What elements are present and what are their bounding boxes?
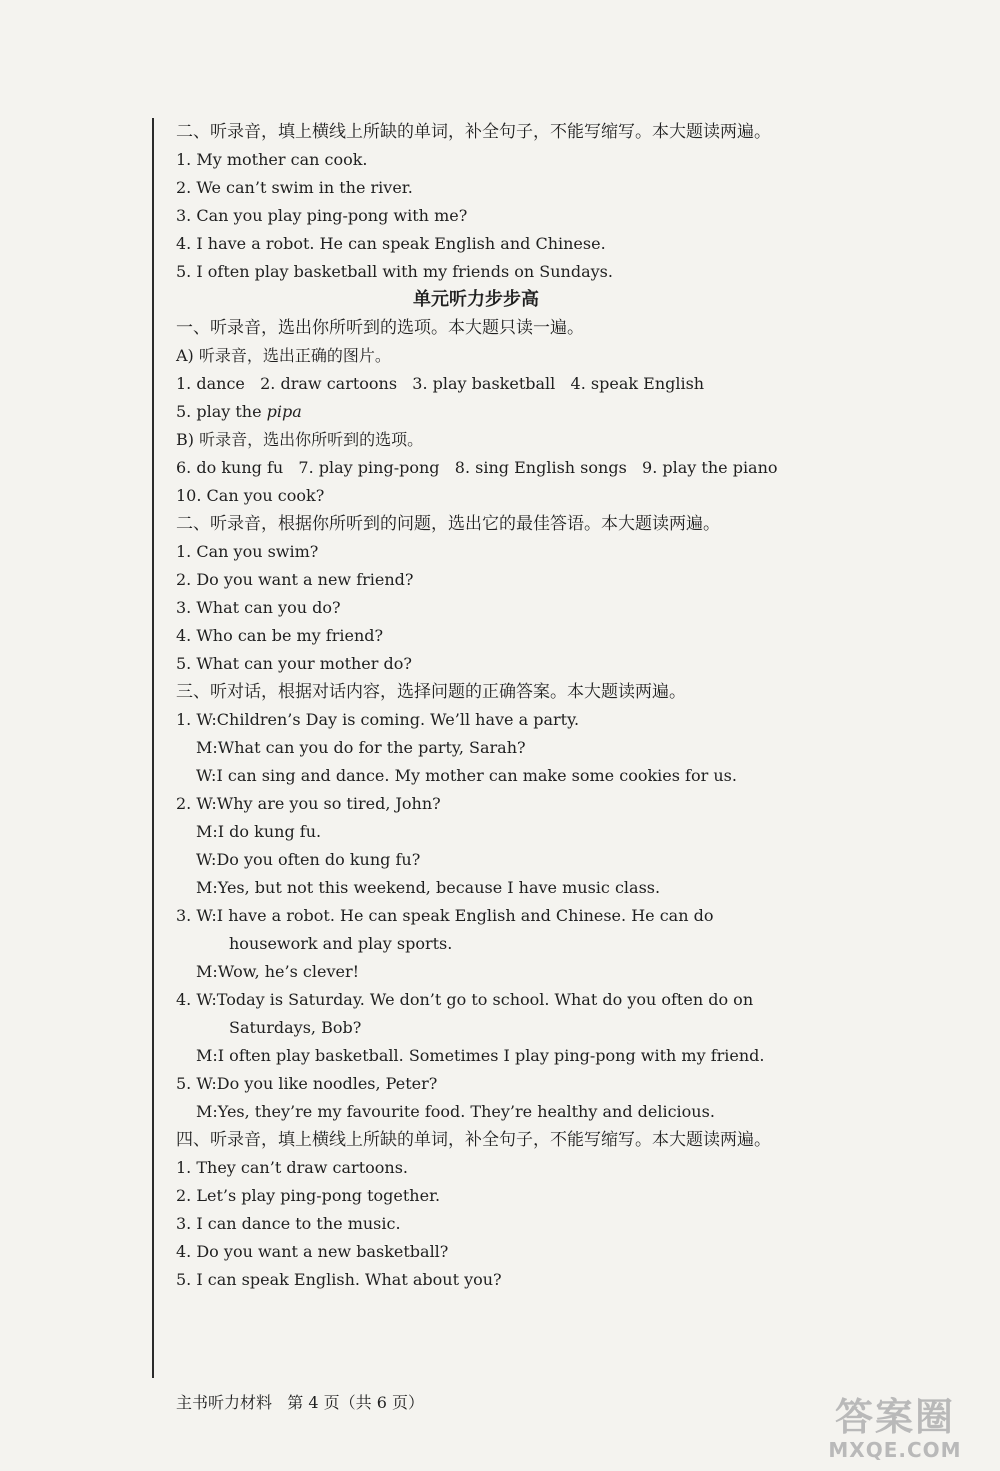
dialogue-text: 3. W:I have a robot. He can speak English and Chinese. He can do housework and play sports. [176, 906, 714, 953]
dialogue-line [176, 1042, 776, 1070]
option-italic-word: pipa [266, 402, 302, 421]
section-heading: 三、听对话，根据对话内容，选择问题的正确答案。本大题读两遍。 [176, 682, 686, 702]
margin-rule [152, 118, 154, 1378]
list-item: 4. Who can be my friend? [176, 626, 384, 645]
dialogue-text: 4. W:Today is Saturday. We don’t go to school. What do you often do on Saturdays, Bob? [176, 990, 754, 1037]
dialogue-line: W:Do you often do kung fu? [196, 850, 421, 869]
options-line: 10. Can you cook? [176, 486, 325, 505]
dialogue-line: 1. W:Children’s Day is coming. We’ll have a party. [176, 710, 580, 729]
list-item: 5. I can speak English. What about you? [176, 1270, 502, 1289]
subsection-label: B) 听录音，选出你所听到的选项。 [176, 430, 424, 449]
dialogue-line: M:Wow, he’s clever! [196, 962, 360, 981]
list-item: 5. What can your mother do? [176, 654, 412, 673]
subsection-label: A) 听录音，选出正确的图片。 [176, 346, 391, 365]
dialogue-line: M:Yes, but not this weekend, because I have music class. [196, 878, 661, 897]
watermark-mark: 答案圈 [834, 1395, 955, 1439]
page-content [176, 118, 776, 1294]
section-heading: 二、听录音，填上横线上所缺的单词，补全句子，不能写缩写。本大题读两遍。 [176, 122, 771, 142]
dialogue-line: 2. W:Why are you so tired, John? [176, 794, 441, 813]
list-item: 2. Let’s play ping-pong together. [176, 1186, 441, 1205]
options-line: 1. dance 2. draw cartoons 3. play basketball 4. speak English [176, 374, 705, 393]
page-footer: 主书听力材料 第 4 页（共 6 页） [176, 1393, 424, 1412]
section-heading: 二、听录音，根据你所听到的问题，选出它的最佳答语。本大题读两遍。 [176, 514, 720, 534]
dialogue-line [176, 902, 776, 958]
list-item: 2. Do you want a new friend? [176, 570, 414, 589]
option-text: 5. play the [176, 402, 267, 421]
dialogue-line: 5. W:Do you like noodles, Peter? [176, 1074, 438, 1093]
list-item: 4. Do you want a new basketball? [176, 1242, 449, 1261]
list-item: 1. My mother can cook. [176, 150, 368, 169]
options-line [176, 398, 776, 426]
watermark-url: MXQE.COM [828, 1438, 962, 1462]
list-item: 3. I can dance to the music. [176, 1214, 401, 1233]
list-item: 4. I have a robot. He can speak English and Chinese. [176, 234, 606, 253]
section-heading: 一、听录音，选出你所听到的选项。本大题只读一遍。 [176, 318, 584, 338]
list-item: 1. Can you swim? [176, 542, 319, 561]
list-item: 1. They can’t draw cartoons. [176, 1158, 408, 1177]
list-item: 2. We can’t swim in the river. [176, 178, 413, 197]
list-item: 3. What can you do? [176, 598, 341, 617]
dialogue-line: M:I do kung fu. [196, 822, 322, 841]
section-heading: 四、听录音，填上横线上所缺的单词，补全句子，不能写缩写。本大题读两遍。 [176, 1130, 771, 1150]
dialogue-line: M:Yes, they’re my favourite food. They’re healthy and delicious. [196, 1102, 715, 1121]
dialogue-line: M:What can you do for the party, Sarah? [196, 738, 526, 757]
watermark-logo [800, 1395, 990, 1465]
options-line: 6. do kung fu 7. play ping-pong 8. sing English songs 9. play the piano [176, 458, 778, 477]
dialogue-line: W:I can sing and dance. My mother can make some cookies for us. [196, 766, 737, 785]
dialogue-text: M:I often play basketball. Sometimes I play ping-pong with my friend. [196, 1046, 765, 1065]
list-item: 5. I often play basketball with my friends on Sundays. [176, 262, 613, 281]
dialogue-line [176, 986, 776, 1042]
list-item: 3. Can you play ping-pong with me? [176, 206, 468, 225]
unit-title: 单元听力步步高 [413, 289, 539, 310]
